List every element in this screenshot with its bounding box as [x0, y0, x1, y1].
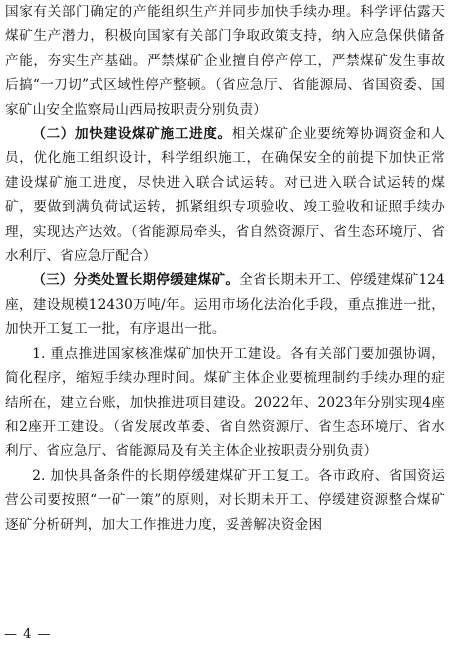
paragraph-capacity-continuation [5, 0, 445, 122]
page-number: — 4 — [4, 627, 52, 642]
paragraph-text: 2. 加快具备条件的长期停缓建煤矿开工复工。各市政府、省国资运营公司要按照“一矿一策”的原则，对长期未开工、停缓建资源整合煤矿逐矿分析研判，加大工作推进力度，妥善解决资金困 [5, 467, 445, 533]
paragraph-stalled-mines [5, 268, 445, 341]
paragraph-text: 全省长期未开工、停缓建煤矿124座，建设规模12430万吨/年。运用市场化法治化手段，重点推进一批，加快开工复工一批，有序退出一批。 [5, 272, 445, 338]
paragraph-item-2 [5, 464, 445, 537]
paragraph-construction-progress [5, 122, 445, 268]
paragraph-item-1 [5, 342, 445, 464]
paragraph-text: 相关煤矿企业要统筹协调资金和人员，优化施工组织设计，科学组织施工，在确保安全的前提下加快正常建设煤矿施工进度，尽快进入联合试运转。对已进入联合试运转的煤矿，要做到满负荷试运转，抓紧组织专项验收、竣工验收和证照手续办理，实现达产达效。（省能源局牵头，省自然资源厅、省生态环境厅、省水利厅、省应急厅配合） [5, 126, 445, 265]
section-heading-2: （二）加快建设煤矿施工进度。 [32, 126, 232, 143]
paragraph-text: 1. 重点推进国家核准煤矿加快开工建设。各有关部门要加强协调，简化程序，缩短手续办理时间。煤矿主体企业要梳理制约手续办理的症结所在，建立台账，加快推进项目建设。2022年、2023年分别实现4座和2座开工建设。（省发展改革委、省自然资源厅、省生态环境厅、省水利厅、省应急厅、省能源局及有关主体企业按职责分别负责） [5, 345, 445, 460]
paragraph-text: 国家有关部门确定的产能组织生产并同步加快手续办理。科学评估露天煤矿生产潜力，积极向国家有关部门争取政策支持，纳入应急保供储备产能，夯实生产基础。严禁煤矿企业擅自停产停工，严禁煤矿发生事故后搞“一刀切”式区域性停产整顿。（省应急厅、省能源局、省国资委、国家矿山安全监察局山西局按职责分别负责） [5, 4, 445, 118]
section-heading-3: （三）分类处置长期停缓建煤矿。 [32, 272, 240, 289]
